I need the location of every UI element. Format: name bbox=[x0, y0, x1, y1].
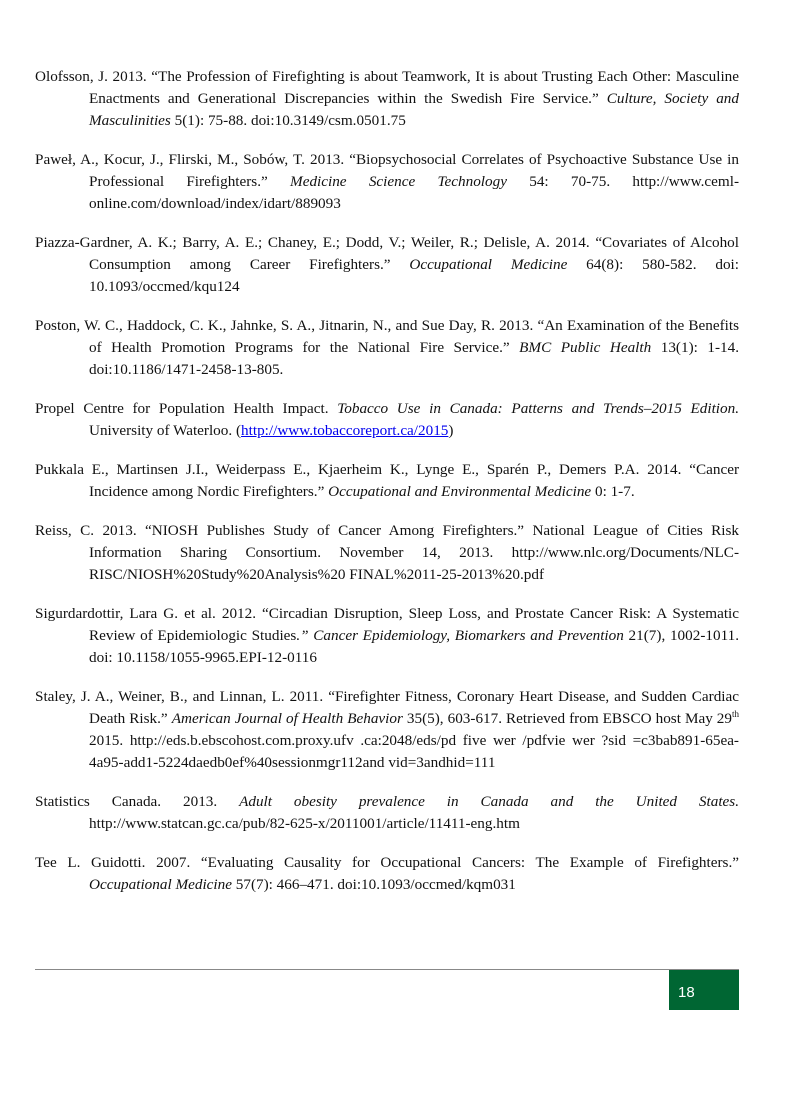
reference-text: Pukkala E., Martinsen J.I., Weiderpass E., Kjaerheim K., Lynge E., Sparén P., Demers P.A. 2014. “Cancer Incidence among Nordic Firefighters.” bbox=[35, 461, 739, 501]
reference-entry bbox=[35, 603, 739, 669]
reference-text: 13(1): 1-14. doi:10.1186/1471-2458-13-805. bbox=[89, 339, 739, 379]
reference-source-title: BMC Public Health bbox=[519, 339, 652, 357]
reference-source-title: Occupational and Environmental Medicine bbox=[328, 483, 592, 501]
reference-entry bbox=[35, 459, 739, 503]
reference-text: 0: 1-7. bbox=[591, 483, 635, 501]
reference-text: Staley, J. A., Weiner, B., and Linnan, L. 2011. “Firefighter Fitness, Coronary Heart Disease, and Sudden Cardiac Death Risk.” bbox=[35, 688, 739, 728]
page-number: 18 bbox=[678, 984, 695, 1001]
reference-source-title: American Journal of Health Behavior bbox=[171, 710, 403, 728]
reference-text: University of Waterloo. ( bbox=[89, 422, 242, 440]
reference-source-title: Occupational Medicine bbox=[89, 876, 232, 894]
reference-entry bbox=[35, 791, 739, 835]
reference-entry bbox=[35, 149, 739, 215]
reference-text: Olofsson, J. 2013. “The Profession of Firefighting is about Teamwork, It is about Trusting Each Other: Masculine Enactments and Generational Discrepancies within the Swedish Fire Service.” bbox=[35, 68, 739, 108]
reference-entry bbox=[35, 398, 739, 442]
reference-source-title: .” Cancer Epidemiology, Biomarkers and Prevention bbox=[296, 627, 624, 645]
reference-link[interactable]: http://www.tobaccoreport.ca/2015 bbox=[241, 422, 449, 440]
reference-list bbox=[35, 51, 739, 913]
reference-source-title: Adult obesity prevalence in Canada and the United States. bbox=[239, 793, 739, 811]
reference-source-title: Medicine Science Technology bbox=[290, 173, 507, 191]
reference-text: Reiss, C. 2013. “NIOSH Publishes Study of Cancer Among Firefighters.” National League of Cities Risk Information Sharing Consortium. November 14, 2013. http://www.nlc.org/Documents/NLC-RISC/NIOSH%20Study%20Analysis%20 FINAL%2011-25-2013%20.pdf bbox=[35, 522, 739, 584]
reference-text: 57(7): 466–471. doi:10.1093/occmed/kqm031 bbox=[231, 876, 516, 894]
reference-text: ) bbox=[448, 422, 454, 440]
reference-text: 35(5), 603-617. Retrieved from EBSCO host May 29 bbox=[402, 710, 732, 728]
reference-text: th bbox=[732, 709, 740, 720]
reference-text: 64(8): 580-582. doi: 10.1093/occmed/kqu124 bbox=[89, 256, 739, 296]
reference-source-title: Occupational Medicine bbox=[409, 256, 568, 274]
footer-divider bbox=[35, 969, 739, 970]
reference-text: 2015. http://eds.b.ebscohost.com.proxy.ufv .ca:2048/eds/pd five wer /pdfvie wer ?sid =c3bab891-65ea-4a95-add1-5224daedb0ef%40sessionmgr112and vid=3andhid=111 bbox=[89, 732, 739, 772]
reference-text: Paweł, A., Kocur, J., Flirski, M., Sobów, T. 2013. “Biopsychosocial Correlates of Psychoactive Substance Use in Professional Firefighters.” bbox=[35, 151, 739, 191]
reference-text: Statistics Canada. 2013. bbox=[35, 793, 240, 811]
reference-text: http://www.statcan.gc.ca/pub/82-625-x/2011001/article/11411-eng.htm bbox=[89, 815, 520, 833]
reference-entry bbox=[35, 232, 739, 298]
page-number-box bbox=[669, 970, 739, 1010]
reference-text: 54: 70-75. http://www.ceml-online.com/download/index/idart/889093 bbox=[89, 173, 739, 213]
reference-text: 21(7), 1002-1011. doi: 10.1158/1055-9965.EPI-12-0116 bbox=[89, 627, 739, 667]
reference-source-title: Tobacco Use in Canada: Patterns and Trends–2015 Edition. bbox=[337, 400, 739, 418]
reference-entry bbox=[35, 66, 739, 132]
reference-text: Piazza-Gardner, A. K.; Barry, A. E.; Chaney, E.; Dodd, V.; Weiler, R.; Delisle, A. 2014. “Covariates of Alcohol Consumption among Career Firefighters.” bbox=[35, 234, 739, 274]
reference-source-title: Culture, Society and Masculinities bbox=[89, 90, 739, 130]
reference-entry bbox=[35, 315, 739, 381]
reference-entry bbox=[35, 686, 739, 774]
reference-text: Sigurdardottir, Lara G. et al. 2012. “Circadian Disruption, Sleep Loss, and Prostate Cancer Risk: A Systematic Review of Epidemiologic Studies bbox=[35, 605, 739, 645]
reference-text: Tee L. Guidotti. 2007. “Evaluating Causality for Occupational Cancers: The Example of Firefighters.” bbox=[35, 854, 739, 872]
reference-text: Poston, W. C., Haddock, C. K., Jahnke, S. A., Jitnarin, N., and Sue Day, R. 2013. “An Examination of the Benefits of Health Promotion Programs for the National Fire Service.” bbox=[35, 317, 739, 357]
reference-text: Propel Centre for Population Health Impact. bbox=[35, 400, 338, 418]
reference-text: 5(1): 75-88. doi:10.3149/csm.0501.75 bbox=[170, 112, 406, 130]
reference-entry bbox=[35, 852, 739, 896]
reference-entry bbox=[35, 520, 739, 586]
